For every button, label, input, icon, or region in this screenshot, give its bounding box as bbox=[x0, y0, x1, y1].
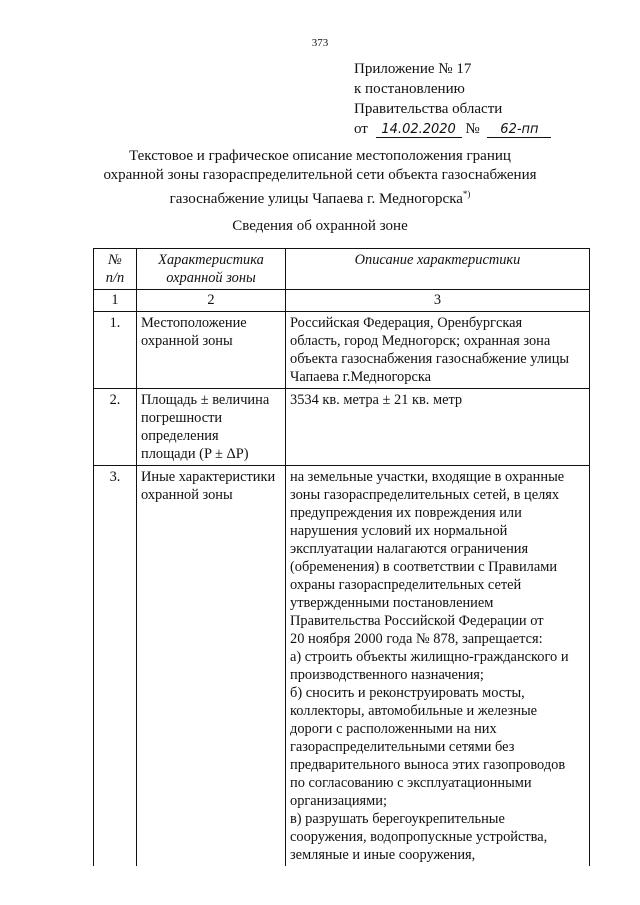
title-line-3-text: газоснабжение улицы Чапаева г. Медногорска bbox=[169, 191, 463, 207]
appendix-date-line bbox=[354, 119, 551, 139]
row-3-desc-line: земляные и иные сооружения, bbox=[290, 847, 476, 863]
col-number-3: 3 bbox=[286, 290, 590, 312]
page-number: 373 bbox=[311, 37, 329, 49]
row-3-desc-line: утвержденными постановлением bbox=[290, 595, 494, 611]
row-3-desc-line: нарушения условий их нормальной bbox=[290, 523, 508, 539]
row-1-desc-line: Чапаева г.Медногорска bbox=[290, 369, 431, 385]
row-3-num: 3. bbox=[94, 466, 137, 867]
row-3-desc-line: газораспределительными сетями без bbox=[290, 739, 515, 755]
row-1-char-line: Местоположение bbox=[141, 315, 247, 331]
row-2-char-line: площади (P ± ΔP) bbox=[141, 446, 249, 462]
row-3-desc-line: в) разрушать берегоукрепительные bbox=[290, 811, 505, 827]
row-3-description bbox=[286, 466, 590, 867]
header-num-line-2: п/п bbox=[105, 270, 125, 286]
appendix-line-3: Правительства области bbox=[354, 101, 503, 117]
row-3-desc-line: на земельные участки, входящие в охранные bbox=[290, 469, 565, 485]
appendix-block bbox=[354, 59, 551, 139]
row-3-desc-line: эксплуатации налагаются ограничения bbox=[290, 541, 529, 557]
row-2-characteristic bbox=[137, 389, 286, 466]
row-1-characteristic bbox=[137, 312, 286, 389]
zone-info-table bbox=[93, 248, 590, 866]
row-1-num: 1. bbox=[94, 312, 137, 389]
row-3-desc-line: (обременения) в соответствии с Правилами bbox=[290, 559, 558, 575]
header-char-line-1: Характеристика bbox=[158, 252, 264, 268]
handwritten-number: 62-пп bbox=[487, 122, 551, 138]
footnote-mark: *) bbox=[462, 189, 471, 199]
row-3-desc-line: производственного назначения; bbox=[290, 667, 484, 683]
appendix-line-2: к постановлению bbox=[354, 81, 465, 97]
row-3-desc-line: организациями; bbox=[290, 793, 387, 809]
section-subtitle: Сведения об охранной зоне bbox=[232, 218, 408, 234]
document-title bbox=[0, 147, 640, 209]
header-num bbox=[94, 249, 137, 290]
row-3-desc-line: б) сносить и реконструировать мосты, bbox=[290, 685, 525, 701]
row-1-char-line: охранной зоны bbox=[141, 333, 233, 349]
row-1-desc-line: область, город Медногорск; охранная зона bbox=[290, 333, 551, 349]
row-3-desc-line: по согласованию с эксплуатационными bbox=[290, 775, 532, 791]
header-num-line-1: № bbox=[108, 252, 122, 268]
row-2-description bbox=[286, 389, 590, 466]
row-3-desc-line: предварительного выноса этих газопроводов bbox=[290, 757, 566, 773]
row-3-desc-line: зоны газораспределительных сетей, в целях bbox=[290, 487, 560, 503]
row-2-char-line: погрешности bbox=[141, 410, 223, 426]
header-description: Описание характеристики bbox=[286, 249, 590, 290]
table-header-row bbox=[94, 249, 590, 290]
row-3-char-line: Иные характеристики bbox=[141, 469, 276, 485]
header-char-line-2: охранной зоны bbox=[166, 270, 256, 286]
appendix-line-1: Приложение № 17 bbox=[354, 61, 472, 77]
row-1-description bbox=[286, 312, 590, 389]
row-3-desc-line: сооружения, водопропускные устройства, bbox=[290, 829, 548, 845]
row-3-desc-line: Правительства Российской Федерации от bbox=[290, 613, 544, 629]
number-sign: № bbox=[465, 121, 480, 137]
row-3-desc-line: дороги с расположенными на них bbox=[290, 721, 497, 737]
table-row bbox=[94, 389, 590, 466]
column-number-row bbox=[94, 290, 590, 312]
row-2-num: 2. bbox=[94, 389, 137, 466]
row-3-desc-line: коллекторы, автомобильные и железные bbox=[290, 703, 538, 719]
row-3-desc-line: охраны газораспределительных сетей bbox=[290, 577, 522, 593]
from-label: от bbox=[354, 121, 368, 137]
handwritten-date: 14.02.2020 bbox=[376, 122, 462, 138]
row-3-desc-line: предупреждения их повреждения или bbox=[290, 505, 522, 521]
row-2-desc-line: 3534 кв. метра ± 21 кв. метр bbox=[290, 392, 463, 408]
row-3-desc-line: а) строить объекты жилищно-гражданского и bbox=[290, 649, 569, 665]
col-number-2: 2 bbox=[137, 290, 286, 312]
row-1-desc-line: объекта газоснабжения газоснабжение улицы bbox=[290, 351, 570, 367]
title-line-3 bbox=[0, 185, 640, 209]
row-3-characteristic bbox=[137, 466, 286, 867]
title-line-2: охранной зоны газораспределительной сети объекта газоснабжения bbox=[103, 167, 537, 183]
row-3-desc-line: 20 ноября 2000 года № 878, запрещается: bbox=[290, 631, 543, 647]
table-row bbox=[94, 312, 590, 389]
header-characteristic bbox=[137, 249, 286, 290]
title-line-1: Текстовое и графическое описание местоположения границ bbox=[129, 148, 511, 164]
table-row bbox=[94, 466, 590, 867]
col-number-1: 1 bbox=[94, 290, 137, 312]
row-2-char-line: определения bbox=[141, 428, 219, 444]
row-2-char-line: Площадь ± величина bbox=[141, 392, 270, 408]
row-1-desc-line: Российская Федерация, Оренбургская bbox=[290, 315, 523, 331]
row-3-char-line: охранной зоны bbox=[141, 487, 233, 503]
